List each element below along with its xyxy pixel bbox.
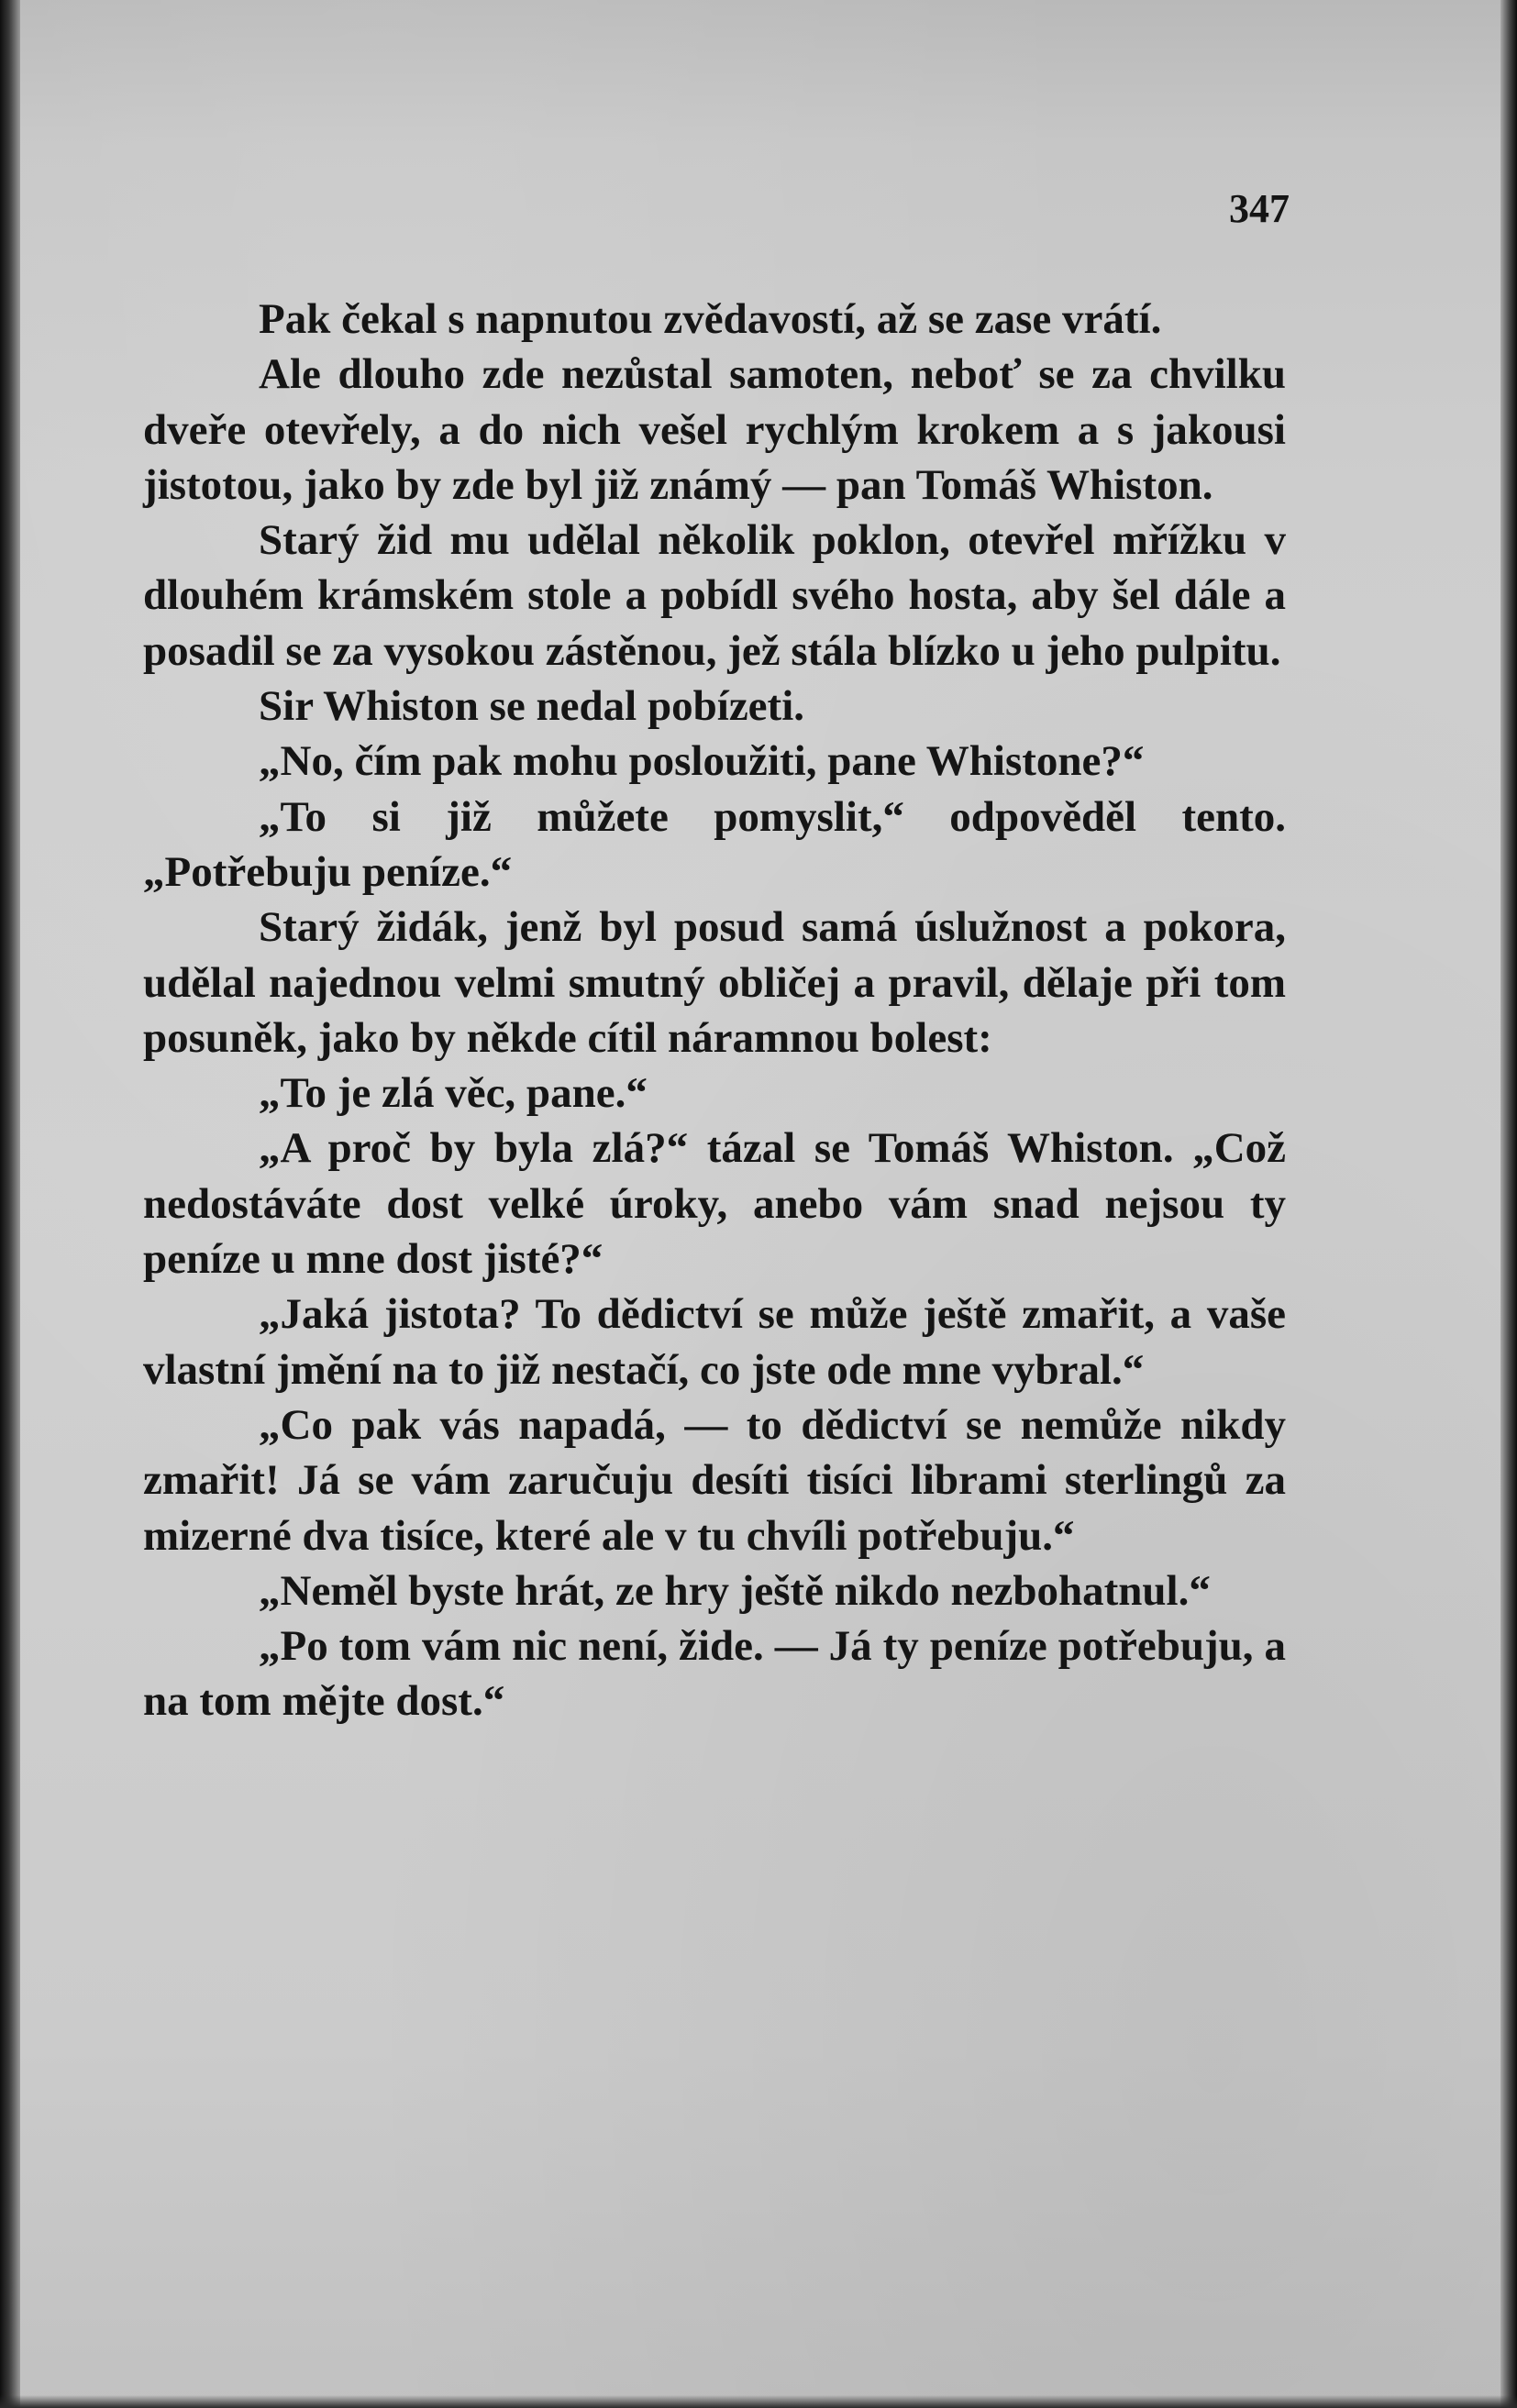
paragraph: „Neměl byste hrát, ze hry ještě nikdo nezbohatnul.“ — [259, 1566, 1211, 1615]
paragraph: „Co pak vás napadá, — to dědictví se nemůže nikdy zmařit! Já se vám zaručuju desíti tisíci librami sterlingů za mizerné dva tisíce, které ale v tu chvíli potřebuju.“ — [143, 1400, 1286, 1560]
paragraph: Ale dlouho zde nezůstal samoten, neboť se za chvilku dveře otevřely, a do nich vešel rychlým krokem a s jakousi jistotou, jako by zde byl již známý — pan Tomáš Whiston. — [143, 350, 1286, 509]
paragraph: „Jaká jistota? To dědictví se může ještě zmařit, a vaše vlastní jmění na to již nestačí, co jste ode mne vybral.“ — [143, 1290, 1286, 1394]
text-body — [143, 292, 1286, 1729]
paragraph: „A proč by byla zlá?“ tázal se Tomáš Whiston. „Což nedostáváte dost velké úroky, anebo vám snad nejsou ty peníze u mne dost jisté?“ — [143, 1124, 1286, 1284]
paragraph: Sir Whiston se nedal pobízeti. — [259, 682, 805, 731]
paragraph: „Po tom vám nic není, žide. — Já ty peníze potřebuju, a na tom mějte dost.“ — [143, 1622, 1286, 1726]
paragraph: Starý žid mu udělal několik poklon, otevřel mřížku v dlouhém krámském stole a pobídl svého hosta, aby šel dále a posadil se za vysokou zástěnou, jež stála blízko u jeho pulpitu. — [143, 516, 1286, 675]
scan-bottom-edge — [0, 2395, 1517, 2408]
paragraph: Starý židák, jenž byl posud samá úslužnost a pokora, udělal najednou velmi smutný obličej a pravil, dělaje při tom posuněk, jako by někde cítil náramnou bolest: — [143, 903, 1286, 1062]
paragraph: Pak čekal s napnutou zvědavostí, až se zase vrátí. — [259, 295, 1162, 343]
page-number: 347 — [1229, 186, 1290, 231]
scan-left-edge — [0, 0, 20, 2408]
paragraph: „To si již můžete pomyslit,“ odpověděl tento. „Potřebuju peníze.“ — [143, 792, 1286, 896]
scan-right-edge — [1500, 0, 1517, 2408]
paragraph: „No, čím pak mohu posloužiti, pane Whistone?“ — [259, 737, 1145, 786]
paragraph: „To je zlá věc, pane.“ — [259, 1069, 648, 1118]
